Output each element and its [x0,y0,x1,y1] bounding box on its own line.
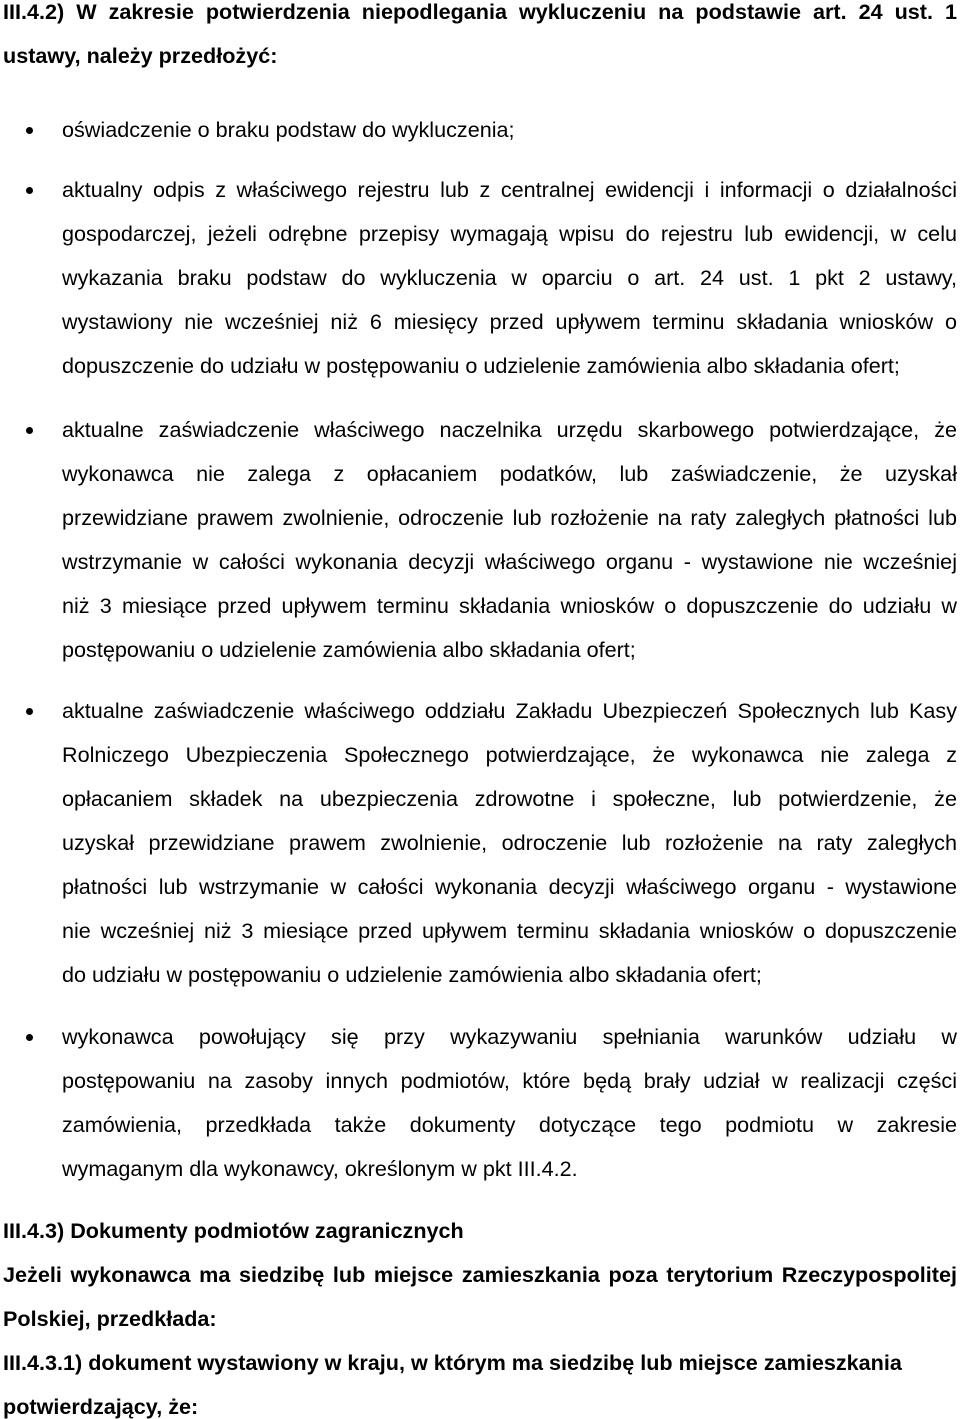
bullet-icon [26,427,33,434]
bullet-icon [26,708,33,715]
list-item [0,178,960,378]
list-item-line: oświadczenie o braku podstaw do wykluczenia; [62,117,515,142]
list-item-line: nie wcześniej niż 3 miesiące przed upływem terminu składania wniosków o dopuszczenie [62,918,957,943]
bullet-icon [26,127,33,134]
list-item-line: wstrzymanie w całości wykonania decyzji właściwego organu - wystawione nie wcześniej [62,549,957,574]
list-item [0,699,960,987]
section-heading [0,0,960,68]
intro-line: Jeżeli wykonawca ma siedzibę lub miejsce zamieszkania poza terytorium Rzeczypospolitej [3,1262,957,1287]
subsection-item-line: III.4.3.1) dokument wystawiony w kraju, w którym ma siedzibę lub miejsce zamieszkania [3,1350,902,1375]
list-item-line: aktualne zaświadczenie właściwego oddziału Zakładu Ubezpieczeń Społecznych lub Kasy [62,698,957,723]
intro-line: Polskiej, przedkłada: [3,1306,217,1331]
list-item-line: niż 3 miesiące przed upływem terminu składania wniosków o dopuszczenie do udziału w [62,593,957,618]
list-item [0,118,960,142]
bullet-icon [26,187,33,194]
list-item-line: do udziału w postępowaniu o udzielenie zamówienia albo składania ofert; [62,962,762,987]
section-heading-line: ustawy, należy przedłożyć: [3,43,278,68]
list-item-line: płatności lub wstrzymanie w całości wykonania decyzji właściwego organu - wystawione [62,874,957,899]
list-item-line: zamówienia, przedkłada także dokumenty dotyczące tego podmiotu w zakresie [62,1112,957,1137]
list-item-line: opłacaniem składek na ubezpieczenia zdrowotne i społeczne, lub potwierdzenie, że [62,786,957,811]
subsection-heading [0,1219,960,1243]
subsection-item-line: potwierdzający, że: [3,1394,199,1419]
list-item-line: wykonawca powołujący się przy wykazywaniu spełniania warunków udziału w [62,1024,957,1049]
list-item-line: wykonawca nie zalega z opłacaniem podatków, lub zaświadczenie, że uzyskał [62,461,957,486]
list-item-line: uzyskał przewidziane prawem zwolnienie, odroczenie lub rozłożenie na raty zaległych [62,830,957,855]
list-item-line: dopuszczenie do udziału w postępowaniu o udzielenie zamówienia albo składania ofert; [62,353,900,378]
list-item-line: aktualne zaświadczenie właściwego naczelnika urzędu skarbowego potwierdzające, że [62,417,957,442]
subsection-heading-line: III.4.3) Dokumenty podmiotów zagranicznych [3,1218,464,1243]
bullet-icon [26,1034,33,1041]
subsection-item-heading [0,1351,960,1419]
list-item-line: postępowaniu na zasoby innych podmiotów, które będą brały udział w realizacji części [62,1068,957,1093]
list-item-line: postępowaniu o udzielenie zamówienia albo składania ofert; [62,637,636,662]
requirements-list [0,118,960,1181]
list-item-line: wystawiony nie wcześniej niż 6 miesięcy przed upływem terminu składania wniosków o [62,309,957,334]
list-item [0,418,960,662]
list-item-line: gospodarczej, jeżeli odrębne przepisy wymagają wpisu do rejestru lub ewidencji, w celu [62,221,957,246]
section-heading-line: III.4.2) W zakresie potwierdzenia niepodlegania wykluczeniu na podstawie art. 24 ust. 1 [3,0,957,24]
list-item [0,1025,960,1181]
list-item-line: Rolniczego Ubezpieczenia Społecznego potwierdzające, że wykonawca nie zalega z [62,742,957,767]
list-item-line: przewidziane prawem zwolnienie, odroczenie lub rozłożenie na raty zaległych płatności lub [62,505,957,530]
list-item-line: wymaganym dla wykonawcy, określonym w pkt III.4.2. [62,1156,578,1181]
foreign-entity-intro [0,1263,960,1331]
list-item-line: aktualny odpis z właściwego rejestru lub z centralnej ewidencji i informacji o działalności [62,177,957,202]
list-item-line: wykazania braku podstaw do wykluczenia w oparciu o art. 24 ust. 1 pkt 2 ustawy, [62,265,957,290]
